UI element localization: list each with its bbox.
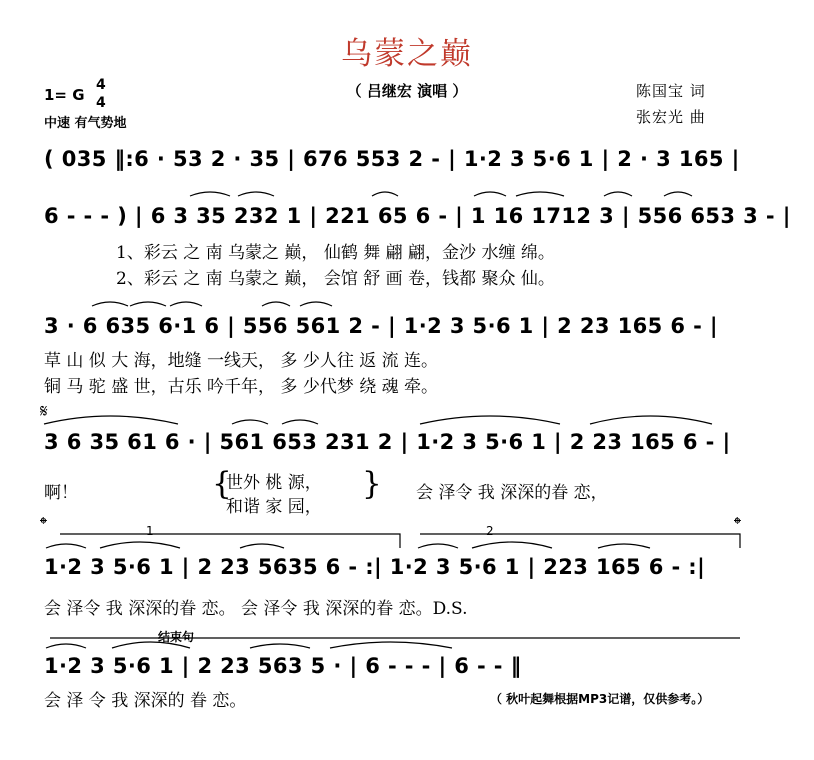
lyricist-credit: 陈国宝 词: [636, 82, 706, 100]
lyric-row-2-verse-1: 1、彩云 之 南 乌蒙之 巅， 仙鹤 舞 翩 翩，金沙 水缠 绵。: [116, 243, 555, 263]
key-signature: 1= G: [44, 86, 85, 104]
lyric-row-3-verse-2: 铜 马 驼 盛 世，古乐 吟千年， 多 少代梦 绕 魂 牵。: [44, 377, 439, 397]
brace-left: {: [212, 466, 232, 502]
score-row-4: 3 6 35 61 6 · | 561 653 231 2 | 1·2 3 5·6 1 | 2 23 165 6 - |: [44, 430, 731, 454]
lyric-row-4-verse-2: 和谐 家 园，: [226, 497, 322, 517]
lyric-row-6: 会 泽 令 我 深深的 眷 恋。: [44, 691, 247, 711]
score-row-2: 6 - - - ) | 6 3 35 232 1 | 221 65 6 - | 1 16 1712 3 | 556 653 3 - |: [44, 204, 791, 228]
lyric-row-4-verse-1: 世外 桃 源，: [226, 473, 322, 493]
song-title: 乌蒙之巅: [341, 36, 473, 72]
segno-sign: 𝄋: [40, 401, 48, 422]
volta-2-label: 2: [486, 524, 494, 538]
transcriber-note: （ 秋叶起舞根据MP3记谱，仅供参考。）: [490, 692, 710, 706]
tempo-marking: 中速 有气势地: [44, 116, 127, 131]
score-row-3: 3 · 6 635 6·1 6 | 556 561 2 - | 1·2 3 5·6 1 | 2 23 165 6 - |: [44, 314, 718, 338]
lyric-row-2-verse-2: 2、彩云 之 南 乌蒙之 巅， 会馆 舒 画 卷，钱都 聚众 仙。: [116, 269, 555, 289]
score-row-5: 1·2 3 5·6 1 | 2 23 5635 6 - :| 1·2 3 5·6 1 | 223 165 6 - :|: [44, 555, 706, 579]
lyric-row-3-verse-1: 草 山 似 大 海，地缝 一线天， 多 少人往 返 流 连。: [44, 351, 439, 371]
score-row-6: 1·2 3 5·6 1 | 2 23 563 5 · | 6 - - - | 6 - - ‖: [44, 654, 522, 678]
brace-right: }: [362, 466, 382, 502]
lyric-row-4-end: 会 泽令 我 深深的眷 恋，: [416, 483, 608, 503]
lyric-row-5: 会 泽令 我 深深的眷 恋。 会 泽令 我 深深的眷 恋。D.S.: [44, 599, 468, 619]
ending-label: 结束句: [158, 630, 195, 644]
singer-line: （ 吕继宏 演唱 ）: [346, 82, 468, 100]
lyric-row-4-start: 啊！: [44, 483, 78, 503]
coda-sign-right: 𝄌: [734, 512, 741, 536]
time-signature-bottom: 4: [96, 95, 106, 111]
time-signature-top: 4: [96, 77, 106, 93]
volta-1-label: 1: [146, 524, 154, 538]
composer-credit: 张宏光 曲: [636, 108, 706, 126]
coda-sign-left: 𝄌: [40, 512, 47, 536]
score-row-1: ( 035 ‖:6 · 53 2 · 35 | 676 553 2 - | 1·2 3 5·6 1 | 2 · 3 165 |: [44, 147, 740, 171]
